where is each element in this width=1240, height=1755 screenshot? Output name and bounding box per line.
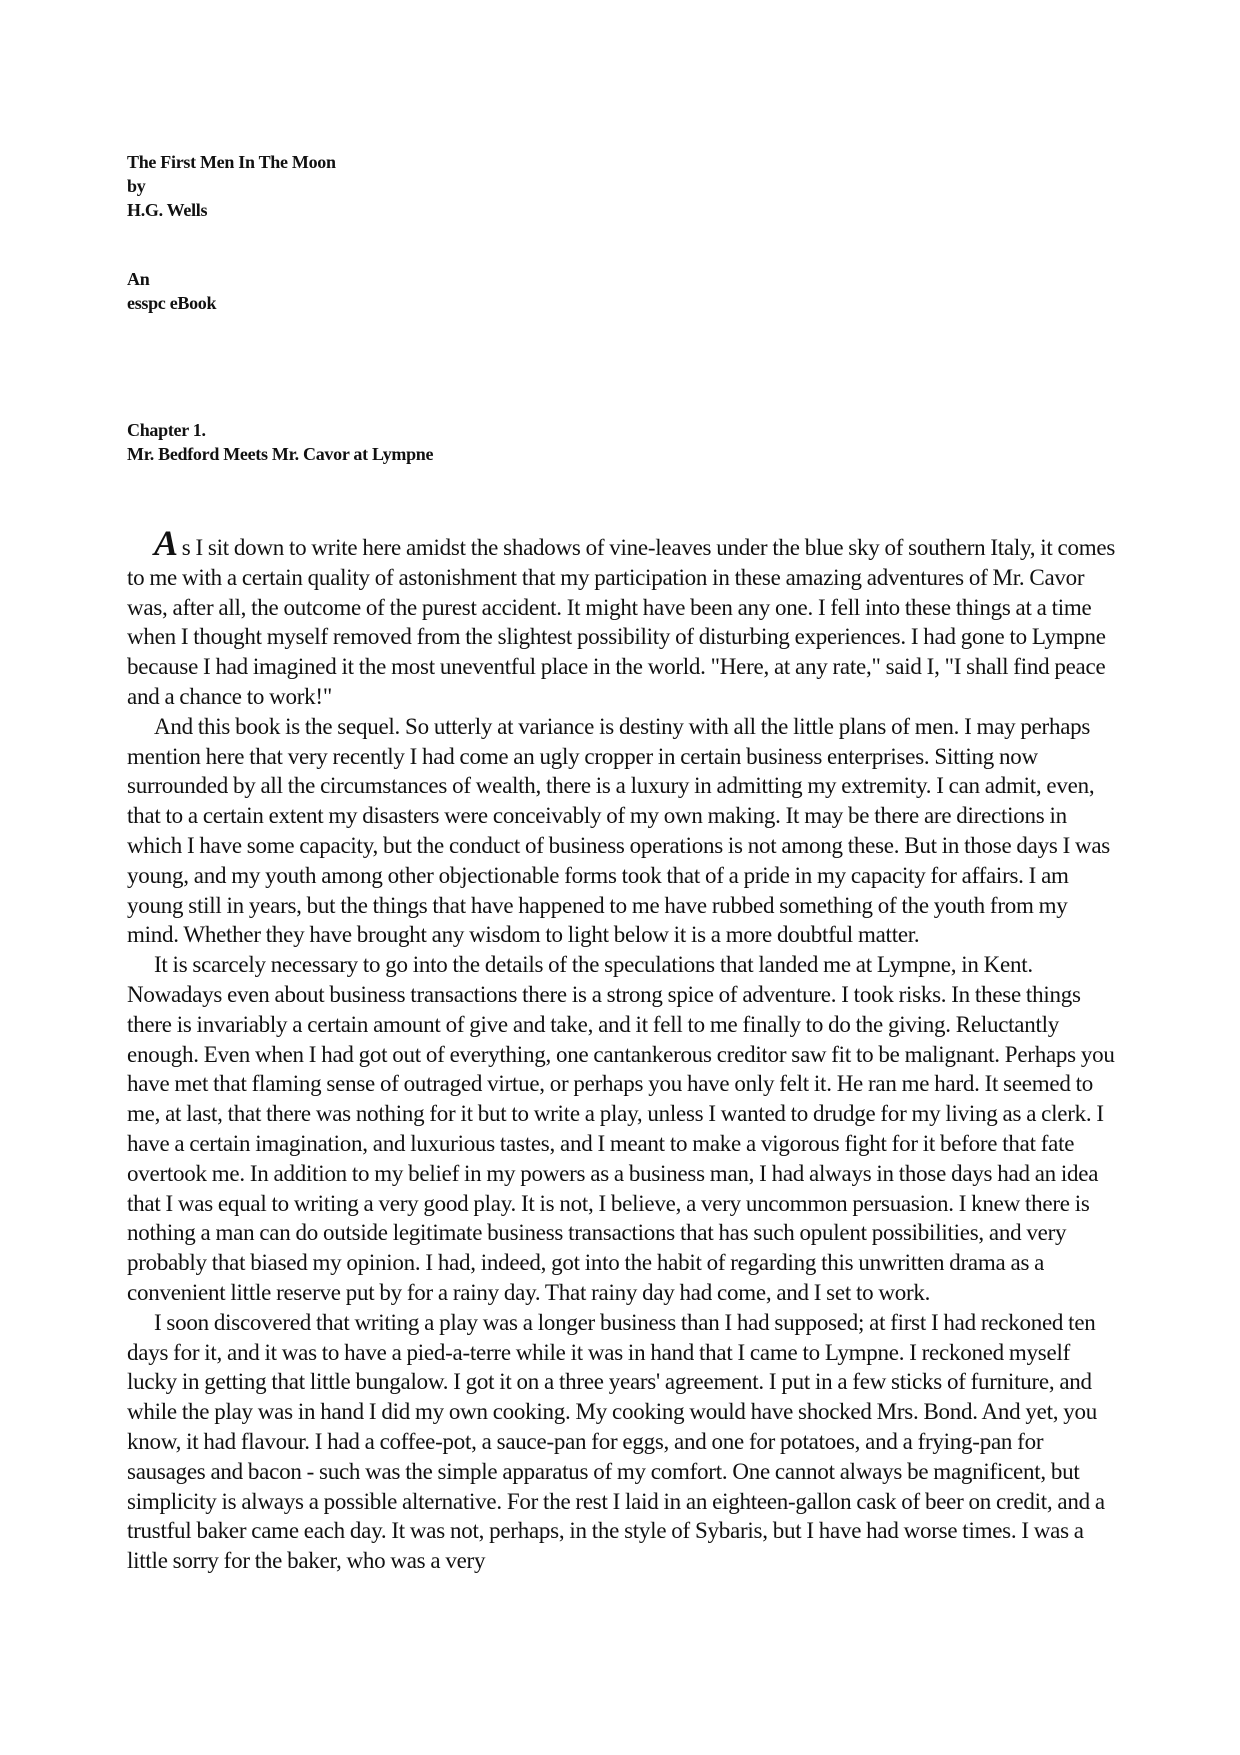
chapter-body [127, 523, 1117, 1576]
publisher-line-2: esspc eBook [127, 293, 217, 313]
paragraph: And this book is the sequel. So utterly at variance is destiny with all the little plans of men. I may perhaps mention here that very recently I had come an ugly cropper in certain business enterprises. Sitting now surrounded by all the circumstances of wealth, there is a luxury in admitting my extremity. I can admit, even, that to a certain extent my disasters were conceivably of my own making. It may be there are directions in which I have some capacity, but the conduct of business operations is not among these. But in those days I was young, and my youth among other objectionable forms took that of a pride in my capacity for affairs. I am young still in years, but the things that have happened to me have rubbed something of the youth from my mind. Whether they have brought any wisdom to light below it is a more doubtful matter. [127, 713, 1111, 948]
drop-cap: A [154, 523, 178, 563]
publisher-block [127, 267, 216, 315]
chapter-heading [127, 418, 433, 466]
book-title: The First Men In The Moon [127, 152, 336, 172]
publisher-line-1: An [127, 269, 150, 289]
paragraph [127, 523, 1117, 712]
author-name: H.G. Wells [127, 200, 208, 220]
paragraph: It is scarcely necessary to go into the details of the speculations that landed me at Lympne, in Kent. Nowadays even about business transactions there is a strong spice of adventure. I took risks. In these things there is invariably a certain amount of give and take, and it fell to me finally to do the giving. Reluctantly enough. Even when I had got out of everything, one cantankerous creditor saw fit to be malignant. Perhaps you have met that flaming sense of outraged virtue, or perhaps you have only felt it. He ran me hard. It seemed to me, at last, that there was nothing for it but to write a play, unless I wanted to drudge for my living as a clerk. I have a certain imagination, and luxurious tastes, and I meant to make a vigorous fight for it before that fate overtook me. In addition to my belief in my powers as a business man, I had always in those days had an idea that I was equal to writing a very good play. It is not, I believe, a very uncommon persuasion. I knew there is nothing a man can do outside legitimate business transactions that has such opulent possibilities, and very probably that biased my opinion. I had, indeed, got into the habit of regarding this unwritten drama as a convenient little reserve put by for a rainy day. That rainy day had come, and I set to work. [127, 952, 1115, 1305]
chapter-title: Mr. Bedford Meets Mr. Cavor at Lympne [127, 444, 434, 464]
book-title-block [127, 150, 336, 222]
chapter-number: Chapter 1. [127, 420, 206, 440]
paragraph: I soon discovered that writing a play was a longer business than I had supposed; at first I had reckoned ten days for it, and it was to have a pied-a-terre while it was in hand that I came to Lympne. I reckoned myself lucky in getting that little bungalow. I got it on a three years' agreement. I put in a few sticks of furniture, and while the play was in hand I did my own cooking. My cooking would have shocked Mrs. Bond. And yet, you know, it had flavour. I had a coffee-pot, a sauce-pan for eggs, and one for potatoes, and a frying-pan for sausages and bacon - such was the simple apparatus of my comfort. One cannot always be magnificent, but simplicity is always a possible alternative. For the rest I laid in an eighteen-gallon cask of beer on credit, and a trustful baker came each day. It was not, perhaps, in the style of Sybaris, but I have had worse times. I was a little sorry for the baker, who was a very [127, 1309, 1105, 1574]
by-line: by [127, 176, 146, 196]
paragraph-text: s I sit down to write here amidst the shadows of vine-leaves under the blue sky of southern Italy, it comes to me with a certain quality of astonishment that my participation in these amazing adventures of Mr. Cavor was, after all, the outcome of the purest accident. It might have been any one. I fell into these things at a time when I thought myself removed from the slightest possibility of disturbing experiences. I had gone to Lympne because I had imagined it the most uneventful place in the world. "Here, at any rate," said I, "I shall find peace and a chance to work!" [127, 535, 1116, 709]
